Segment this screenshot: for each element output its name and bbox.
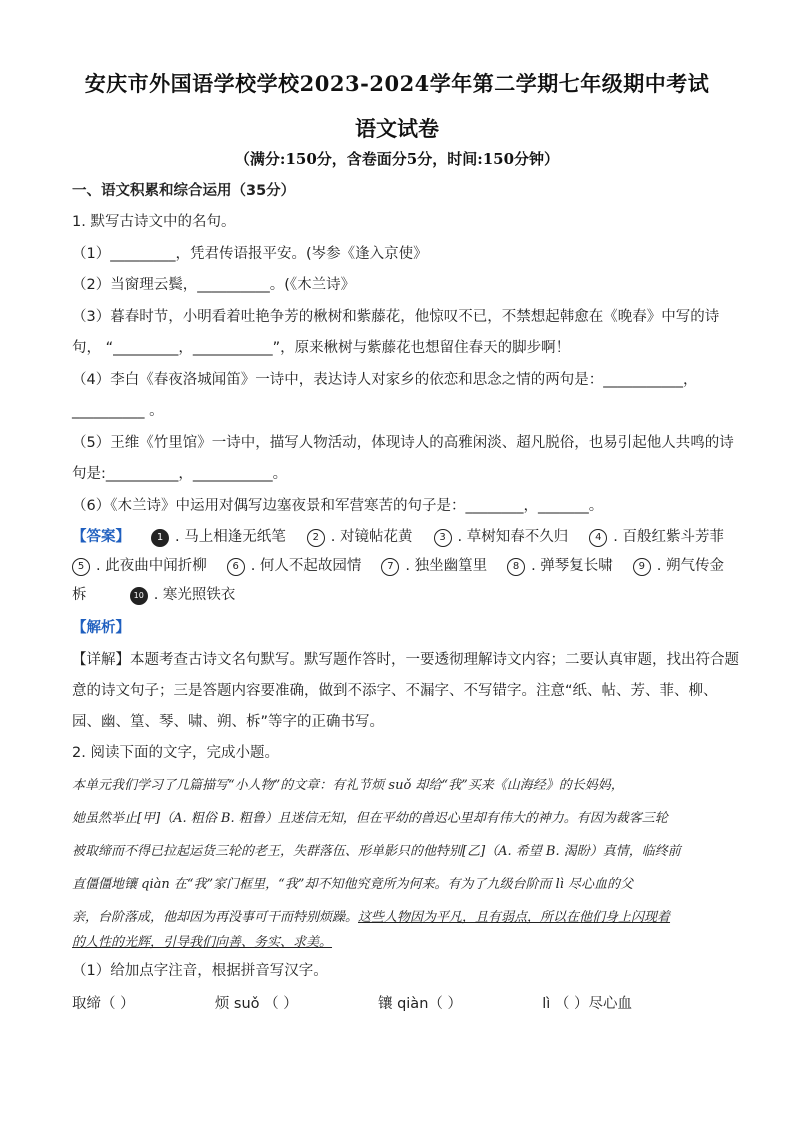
number-badge: 8 [507, 558, 525, 576]
q1-item-3a: （3）暮春时节，小明看着吐艳争芳的楸树和紫藤花，他惊叹不已，不禁想起韩愈在《晚春》中写的诗 [72, 309, 720, 325]
q1-item-6: （6）《木兰诗》中运用对偶写边塞夜景和军营寒苦的句子是：________，_______。 [72, 498, 604, 514]
passage-line-2: 她虽然举止[甲]（A. 粗俗 B. 粗鲁）且迷信无知，但在平幼的兽迟心里却有伟大的神力。有因为裁客三轮 [72, 811, 668, 826]
passage-line-3: 被取缔而不得已拉起运货三轮的老王，失群落伍、形单影只的他特别[乙]（A. 希望 B. 渴盼）真情，临终前 [72, 844, 681, 859]
number-badge: 4 [589, 529, 607, 547]
blank-item: 镶 qiàn（ ） [377, 996, 462, 1012]
answer-item: 3 . 草树知春不久归 [434, 526, 569, 548]
q1-item-4b: __________ 。 [72, 403, 164, 419]
answer-item: 5 . 此夜曲中闻折柳 [72, 555, 207, 577]
answer-item: 9 . 朔气传金 [633, 555, 724, 577]
q1-item-1: （1）_________，凭君传语报平安。(岑参《逢入京使》 [72, 246, 428, 262]
answer-label: 【答案】 [72, 529, 130, 545]
number-badge: 1 [151, 529, 169, 547]
number-badge: 2 [307, 529, 325, 547]
number-badge: 10 [130, 587, 148, 605]
blank-item: lì （ ）尽心血 [542, 996, 632, 1012]
answer-row-1 [72, 526, 724, 548]
answer-item: 6 . 何人不起故园情 [227, 555, 362, 577]
passage-line-4: 直僵僵地镶 qiàn 在“我”家门框里，“我”却不知他究竟所为何来。有为了九级台阶而 lì 尽心血的父 [72, 877, 634, 892]
answer-row-3: 柝 10 . 寒光照铁衣 [72, 587, 236, 603]
answer-item: 7 . 独坐幽篁里 [381, 555, 487, 577]
exam-subtitle: 语文试卷 [355, 116, 439, 141]
number-badge: 6 [227, 558, 245, 576]
passage-line-5: 亲，台阶落成，他却因为再没事可干而特别烦躁。这些人物因为平凡，且有弱点，所以在他们身上闪现着 [72, 910, 671, 925]
answer-item: 1 . 马上相逢无纸笔 [151, 526, 286, 548]
analysis-line-2: 意的诗文句子；三是答题内容要准确，做到不添字、不漏字、不写错字。注意“纸、帖、芳、菲、柳、 [72, 683, 718, 699]
q2-stem: 2. 阅读下面的文字，完成小题。 [72, 745, 279, 761]
analysis-line-3: 园、幽、篁、琴、啸、朔、柝”等字的正确书写。 [72, 714, 385, 730]
number-badge: 7 [381, 558, 399, 576]
number-badge: 9 [633, 558, 651, 576]
analysis-label: 【解析】 [72, 620, 130, 636]
exam-title: 安庆市外国语学校学校2023-2024学年第二学期七年级期中考试 [84, 71, 710, 96]
q1-item-4a: （4）李白《春夜洛城闻笛》一诗中，表达诗人对家乡的依恋和思念之情的两句是：___________， [72, 372, 698, 388]
q1-item-2: （2）当窗理云鬓，__________。(《木兰诗》 [72, 277, 356, 293]
passage-line-6 [72, 932, 724, 954]
q1-item-5b: 句是:__________，___________。 [72, 466, 288, 482]
answer-row-2 [72, 555, 724, 577]
q2-sub1: （1）给加点字注音，根据拼音写汉字。 [72, 963, 328, 979]
answer-item: 4 . 百般红紫斗芳菲 [589, 526, 724, 548]
answer-item: 2 . 对镜帖花黄 [307, 526, 413, 548]
exam-info: （满分:150分，含卷面分5分，时间:150分钟） [234, 150, 560, 168]
pinyin-blanks [72, 993, 632, 1015]
analysis-line-1: 【详解】本题考查古诗文名句默写。默写题作答时，一要透彻理解诗文内容；二要认真审题，找出符合题 [72, 652, 739, 668]
q1-stem: 1. 默写古诗文中的名句。 [72, 214, 236, 230]
answer-continuation: 柝 [72, 587, 87, 603]
underlined-text: 这些人物因为平凡，且有弱点，所以在他们身上闪现着 [358, 910, 671, 925]
passage-line-1: 本单元我们学习了几篇描写“小人物”的文章：有礼节烦 suǒ 却给“我”买来《山海经》的长妈妈， [72, 778, 624, 793]
underlined-text: 的人性的光辉，引导我们向善、务实、求美。 [72, 935, 333, 950]
blank-item: 取缔（ ） [72, 996, 135, 1012]
q1-item-5a: （5）王维《竹里馆》一诗中，描写人物活动，体现诗人的高雅闲淡、超凡脱俗，也易引起他人共鸣的诗 [72, 435, 734, 451]
blank-item: 烦 suǒ （ ） [214, 996, 298, 1012]
answer-item: 8 . 弹琴复长啸 [507, 555, 613, 577]
number-badge: 5 [72, 558, 90, 576]
number-badge: 3 [434, 529, 452, 547]
q1-item-3b: 句， “_________，___________”，原来楸树与紫藤花也想留住春天的脚步啊！ [72, 340, 571, 356]
section-heading: 一、语文积累和综合运用（35分） [72, 183, 296, 199]
